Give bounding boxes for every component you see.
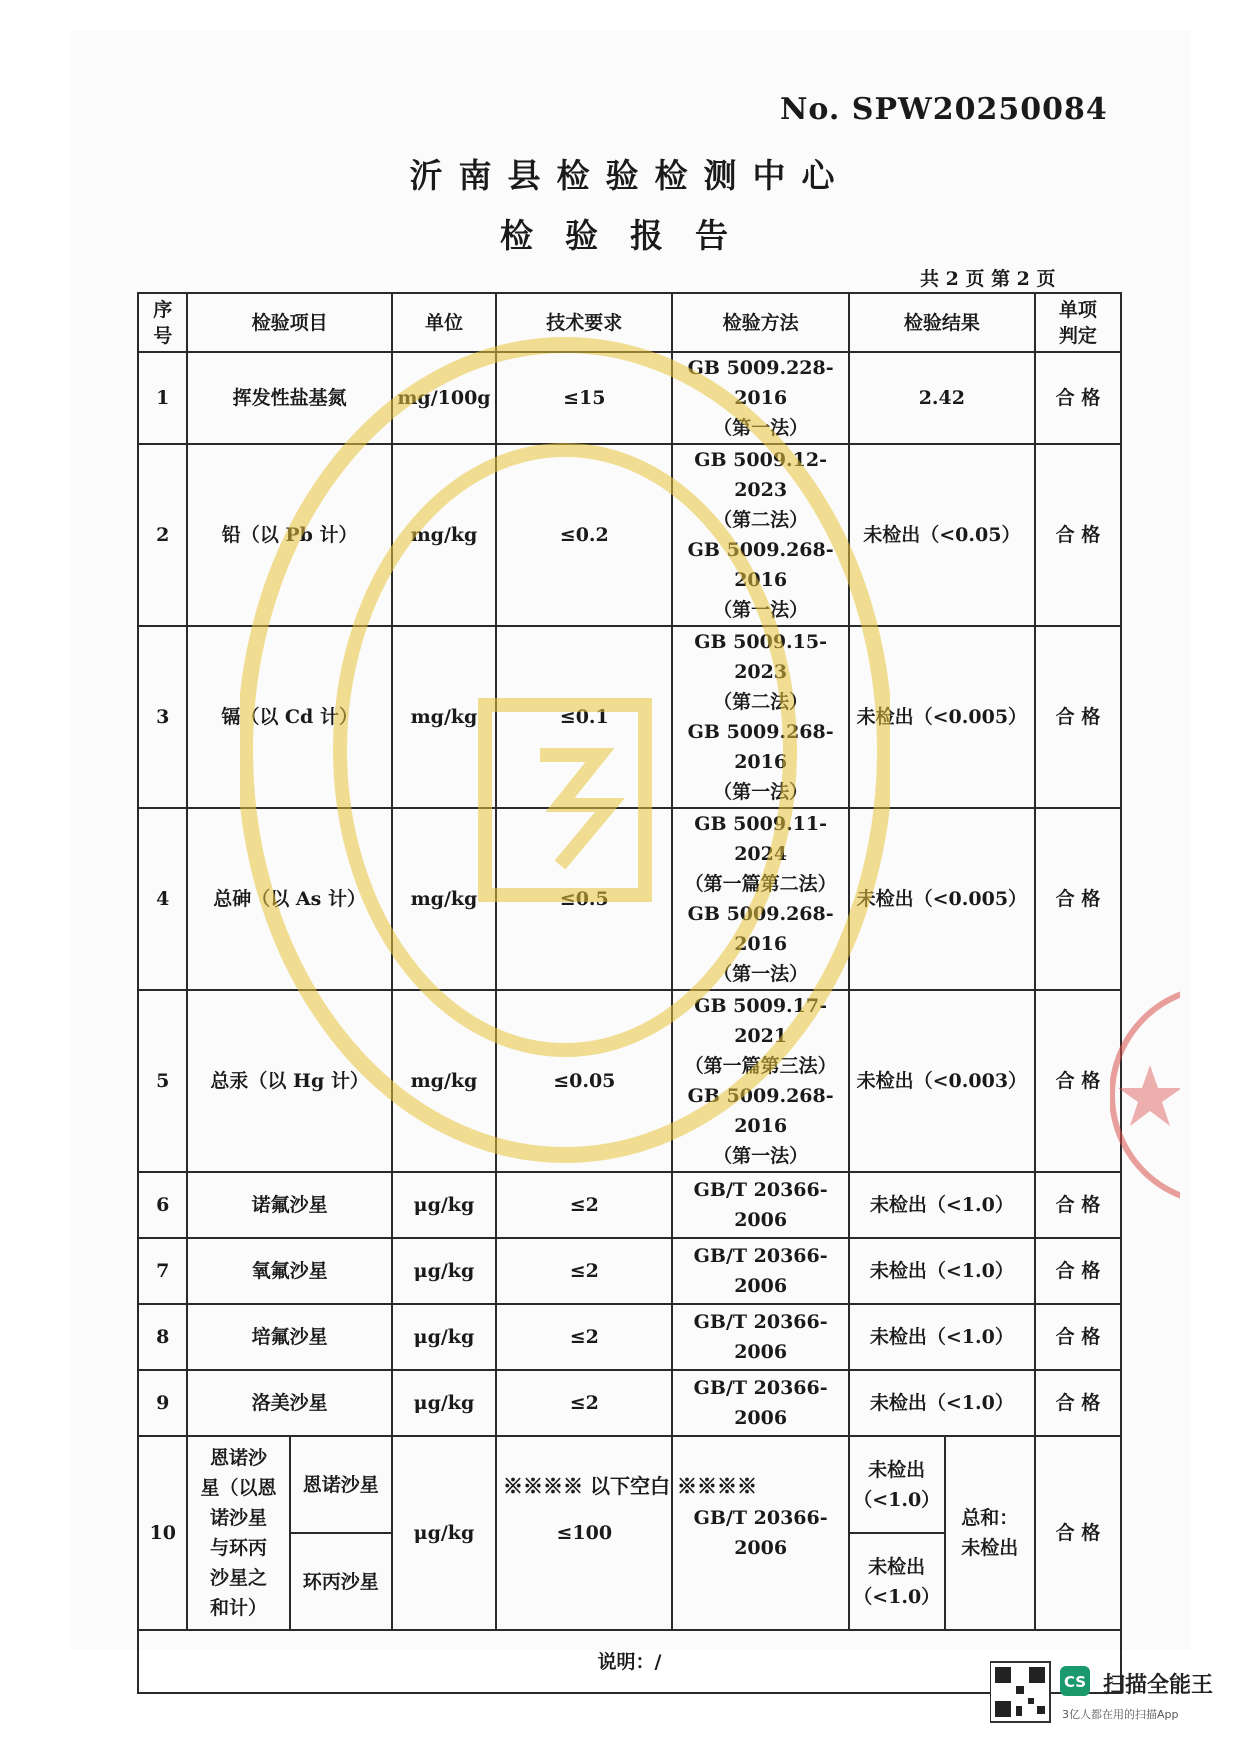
test-method: GB/T 20366-2006 bbox=[672, 1370, 848, 1436]
unit: μg/kg bbox=[392, 1238, 496, 1304]
requirement: ≤2 bbox=[496, 1238, 672, 1304]
table-row bbox=[138, 1172, 1121, 1238]
row-number: 2 bbox=[138, 444, 187, 626]
requirement: ≤100 bbox=[496, 1436, 672, 1630]
notes: 说明：/ bbox=[138, 1630, 1121, 1693]
requirement: ≤15 bbox=[496, 352, 672, 444]
verdict: 合 格 bbox=[1035, 1238, 1121, 1304]
test-subitem: 恩诺沙星 bbox=[290, 1436, 392, 1533]
test-subitem: 环丙沙星 bbox=[290, 1533, 392, 1630]
row-number: 8 bbox=[138, 1304, 187, 1370]
test-item: 挥发性盐基氮 bbox=[187, 352, 391, 444]
unit: mg/100g bbox=[392, 352, 496, 444]
verdict: 合 格 bbox=[1035, 1370, 1121, 1436]
row-number: 6 bbox=[138, 1172, 187, 1238]
test-result: 未检出 （<1.0） bbox=[849, 1533, 945, 1630]
test-method: GB 5009.228-2016 （第一法） bbox=[672, 352, 848, 444]
requirement: ≤0.2 bbox=[496, 444, 672, 626]
row-number: 5 bbox=[138, 990, 187, 1172]
table-row bbox=[138, 1370, 1121, 1436]
row-number: 9 bbox=[138, 1370, 187, 1436]
test-result: 未检出（<0.05） bbox=[849, 444, 1035, 626]
row-number: 1 bbox=[138, 352, 187, 444]
test-result: 未检出（<0.005） bbox=[849, 626, 1035, 808]
verdict: 合 格 bbox=[1035, 1436, 1121, 1630]
requirement: ≤0.5 bbox=[496, 808, 672, 990]
test-result: 未检出（<0.005） bbox=[849, 808, 1035, 990]
test-method: GB 5009.15-2023 （第二法） GB 5009.268-2016 （第一法） bbox=[672, 626, 848, 808]
requirement: ≤0.05 bbox=[496, 990, 672, 1172]
requirement: ≤2 bbox=[496, 1172, 672, 1238]
test-item: 铅（以 Pb 计） bbox=[187, 444, 391, 626]
unit: μg/kg bbox=[392, 1370, 496, 1436]
col-header-verdict-label: 单项 判定 bbox=[1058, 298, 1097, 347]
row-number: 3 bbox=[138, 626, 187, 808]
test-method: GB/T 20366-2006 bbox=[672, 1172, 848, 1238]
svg-text:CS: CS bbox=[1063, 1673, 1087, 1691]
row-number: 10 bbox=[138, 1436, 187, 1630]
notes-row bbox=[138, 1630, 1121, 1693]
unit: mg/kg bbox=[392, 444, 496, 626]
unit: mg/kg bbox=[392, 808, 496, 990]
col-header-item: 检验项目 bbox=[187, 293, 391, 352]
unit: μg/kg bbox=[392, 1436, 496, 1630]
col-header-method: 检验方法 bbox=[672, 293, 848, 352]
scanner-app-name: 扫描全能王 bbox=[1103, 1673, 1214, 1698]
row-number: 4 bbox=[138, 808, 187, 990]
test-item: 总汞（以 Hg 计） bbox=[187, 990, 391, 1172]
table-row bbox=[138, 808, 1121, 990]
row-number: 7 bbox=[138, 1238, 187, 1304]
requirement: ≤2 bbox=[496, 1370, 672, 1436]
col-header-requirement: 技术要求 bbox=[496, 293, 672, 352]
table-row bbox=[138, 626, 1121, 808]
col-header-result: 检验结果 bbox=[849, 293, 1035, 352]
test-item: 镉（以 Cd 计） bbox=[187, 626, 391, 808]
test-method: GB/T 20366-2006 bbox=[672, 1436, 848, 1630]
test-result: 未检出（<0.003） bbox=[849, 990, 1035, 1172]
table-row bbox=[138, 444, 1121, 626]
test-method: GB 5009.12-2023 （第二法） GB 5009.268-2016 （第一法） bbox=[672, 444, 848, 626]
col-header-verdict bbox=[1035, 293, 1121, 352]
test-item-group: 恩诺沙 星（以恩 诺沙星 与环丙 沙星之 和计） bbox=[187, 1436, 289, 1630]
table-row bbox=[138, 1238, 1121, 1304]
requirement: ≤2 bbox=[496, 1304, 672, 1370]
test-method: GB 5009.17-2021 （第一篇第三法） GB 5009.268-2016 （第一法） bbox=[672, 990, 848, 1172]
report-number: No. SPW20250084 bbox=[780, 92, 1108, 127]
unit: μg/kg bbox=[392, 1304, 496, 1370]
test-item: 诺氟沙星 bbox=[187, 1172, 391, 1238]
table-row bbox=[138, 1304, 1121, 1370]
test-item: 总砷（以 As 计） bbox=[187, 808, 391, 990]
scanner-app-tagline: 3亿人都在用的扫描App bbox=[1062, 1708, 1179, 1721]
sum-result: 总和： 未检出 bbox=[945, 1436, 1035, 1630]
col-header-unit: 单位 bbox=[392, 293, 496, 352]
unit: mg/kg bbox=[392, 990, 496, 1172]
unit: mg/kg bbox=[392, 626, 496, 808]
unit: μg/kg bbox=[392, 1172, 496, 1238]
table-row bbox=[138, 352, 1121, 444]
test-result: 未检出（<1.0） bbox=[849, 1304, 1035, 1370]
organization-name: 沂南县检验检测中心 bbox=[409, 156, 851, 195]
col-header-no-label: 序 号 bbox=[153, 298, 173, 347]
table-header-row bbox=[138, 293, 1121, 352]
verdict: 合 格 bbox=[1035, 990, 1121, 1172]
page-indicator: 共 2 页 第 2 页 bbox=[920, 268, 1056, 290]
document-title: 检验报告 bbox=[500, 216, 760, 255]
test-result: 2.42 bbox=[849, 352, 1035, 444]
col-header-no bbox=[138, 293, 187, 352]
requirement: ≤0.1 bbox=[496, 626, 672, 808]
test-method: GB 5009.11-2024 （第一篇第二法） GB 5009.268-2016 （第一法） bbox=[672, 808, 848, 990]
verdict: 合 格 bbox=[1035, 1304, 1121, 1370]
verdict: 合 格 bbox=[1035, 1172, 1121, 1238]
test-method: GB/T 20366-2006 bbox=[672, 1304, 848, 1370]
test-result: 未检出（<1.0） bbox=[849, 1370, 1035, 1436]
verdict: 合 格 bbox=[1035, 444, 1121, 626]
blank-below-marker: ※※※※ 以下空白 ※※※※ bbox=[503, 1474, 757, 1498]
test-result: 未检出（<1.0） bbox=[849, 1172, 1035, 1238]
test-result: 未检出 （<1.0） bbox=[849, 1436, 945, 1533]
test-item: 氧氟沙星 bbox=[187, 1238, 391, 1304]
verdict: 合 格 bbox=[1035, 352, 1121, 444]
verdict: 合 格 bbox=[1035, 626, 1121, 808]
table-row bbox=[138, 990, 1121, 1172]
test-item: 培氟沙星 bbox=[187, 1304, 391, 1370]
test-result: 未检出（<1.0） bbox=[849, 1238, 1035, 1304]
verdict: 合 格 bbox=[1035, 808, 1121, 990]
test-method: GB/T 20366-2006 bbox=[672, 1238, 848, 1304]
test-item: 洛美沙星 bbox=[187, 1370, 391, 1436]
